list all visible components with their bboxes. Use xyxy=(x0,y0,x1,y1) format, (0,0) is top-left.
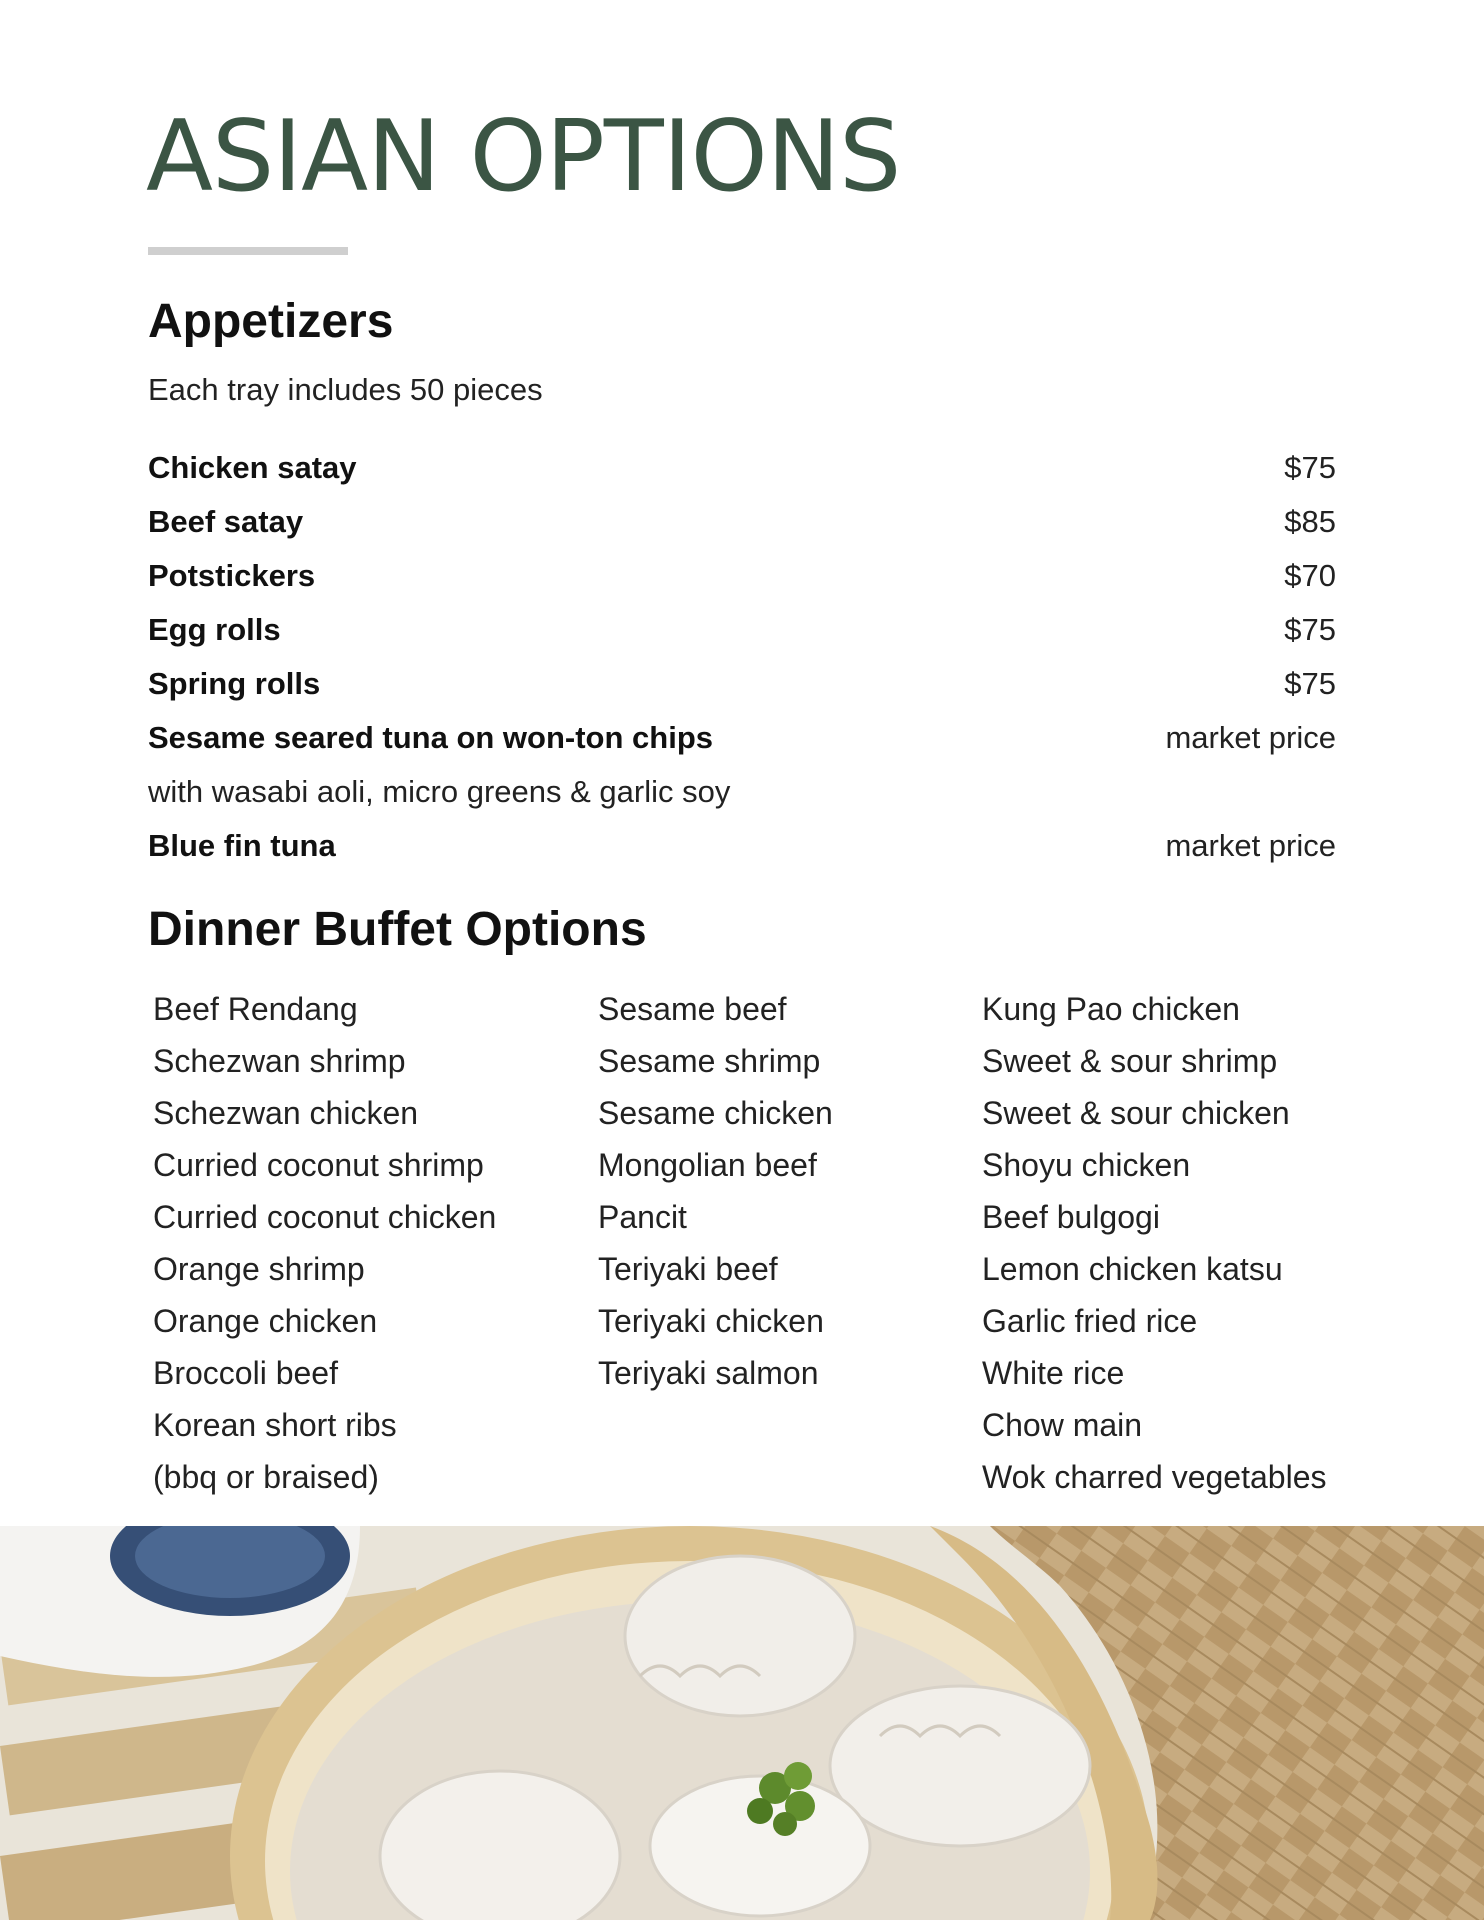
appetizers-heading: Appetizers xyxy=(148,295,394,348)
item-name: Egg rolls xyxy=(148,612,281,647)
item-name: Spring rolls xyxy=(148,666,321,701)
menu-item xyxy=(148,718,1336,758)
buffet-column-2 xyxy=(598,983,833,1399)
list-item: Korean short ribs xyxy=(153,1407,397,1443)
item-price: $75 xyxy=(1284,612,1336,647)
item-price: market price xyxy=(1165,720,1336,755)
list-item: Shoyu chicken xyxy=(982,1147,1191,1183)
list-item: Curried coconut chicken xyxy=(153,1199,497,1235)
item-price: $75 xyxy=(1284,450,1336,485)
list-item: Broccoli beef xyxy=(153,1355,338,1391)
list-item: Sweet & sour shrimp xyxy=(982,1043,1278,1079)
title-divider xyxy=(148,247,348,255)
list-item: Sweet & sour chicken xyxy=(982,1095,1290,1131)
list-item: White rice xyxy=(982,1355,1125,1391)
page-title: ASIAN OPTIONS xyxy=(146,100,901,214)
buffet-heading: Dinner Buffet Options xyxy=(148,903,647,956)
item-description: with wasabi aoli, micro greens & garlic soy xyxy=(148,774,731,809)
item-price: market price xyxy=(1165,828,1336,863)
list-item: Kung Pao chicken xyxy=(982,991,1240,1027)
list-item: Orange chicken xyxy=(153,1303,378,1339)
list-item: Teriyaki salmon xyxy=(598,1355,819,1391)
list-item: Beef bulgogi xyxy=(982,1199,1160,1235)
list-item: Chow main xyxy=(982,1407,1143,1443)
item-price: $75 xyxy=(1284,666,1336,701)
list-item: Curried coconut shrimp xyxy=(153,1147,484,1183)
menu-item xyxy=(148,826,1336,866)
list-item: Orange shrimp xyxy=(153,1251,365,1287)
list-item: Lemon chicken katsu xyxy=(982,1251,1283,1287)
list-item: Sesame chicken xyxy=(598,1095,833,1131)
menu-item xyxy=(148,664,1336,704)
item-price: $70 xyxy=(1284,558,1336,593)
dumplings-photo xyxy=(0,1526,1484,1920)
item-name: Beef satay xyxy=(148,504,304,539)
list-item: Schezwan chicken xyxy=(153,1095,419,1131)
list-item: Pancit xyxy=(598,1199,687,1235)
list-item: Garlic fried rice xyxy=(982,1303,1198,1339)
list-item: Beef Rendang xyxy=(153,991,358,1027)
list-item: Teriyaki chicken xyxy=(598,1303,824,1339)
menu-item xyxy=(148,610,1336,650)
list-item: Sesame shrimp xyxy=(598,1043,821,1079)
item-name: Blue fin tuna xyxy=(148,828,336,863)
menu-item xyxy=(148,556,1336,596)
list-item: Sesame beef xyxy=(598,991,787,1027)
item-name: Potstickers xyxy=(148,558,316,593)
item-name: Sesame seared tuna on won-ton chips xyxy=(148,720,714,755)
menu-item xyxy=(148,448,1336,488)
list-item: Schezwan shrimp xyxy=(153,1043,406,1079)
appetizers-note: Each tray includes 50 pieces xyxy=(148,372,543,407)
list-item: Mongolian beef xyxy=(598,1147,817,1183)
buffet-column-1 xyxy=(153,983,496,1503)
list-item: Wok charred vegetables xyxy=(982,1459,1327,1495)
list-item: (bbq or braised) xyxy=(153,1459,379,1495)
item-name: Chicken satay xyxy=(148,450,357,485)
buffet-column-3 xyxy=(982,983,1326,1503)
list-item: Teriyaki beef xyxy=(598,1251,778,1287)
menu-item xyxy=(148,502,1336,542)
item-price: $85 xyxy=(1284,504,1336,539)
